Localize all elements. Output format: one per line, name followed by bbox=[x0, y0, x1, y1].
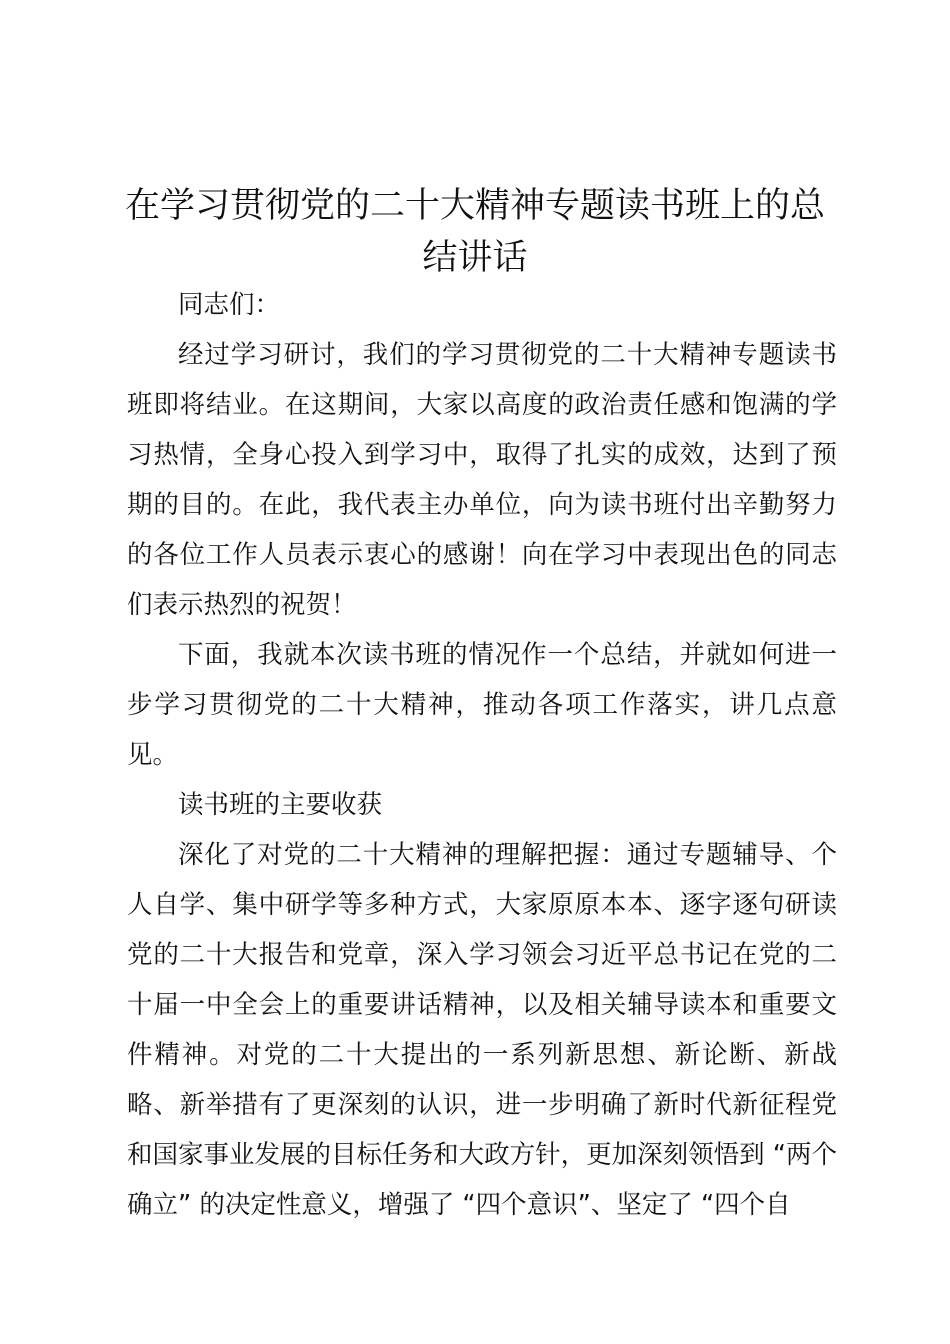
paragraph-intro: 经过学习研讨，我们的学习贯彻党的二十大精神专题读书班即将结业。在这期间，大家以高度的政治责任感和饱满的学习热情，全身心投入到学习中，取得了扎实的成效，达到了预期的目的。在此，我代表主办单位，向为读书班付出辛勤努力的各位工作人员表示衷心的感谢！向在学习中表现出色的同志们表示热烈的祝贺！ bbox=[127, 340, 837, 620]
salutation: 同志们： bbox=[178, 290, 281, 320]
paragraph-outline: 下面，我就本次读书班的情况作一个总结，并就如何进一步学习贯彻党的二十大精神，推动各项工作落实，讲几点意见。 bbox=[127, 640, 837, 770]
document-title: 在学习贯彻党的二十大精神专题读书班上的总结讲话 bbox=[124, 186, 825, 278]
section-heading: 读书班的主要收获 bbox=[178, 790, 383, 820]
document-body bbox=[127, 280, 837, 1230]
paragraph-gains: 深化了对党的二十大精神的理解把握：通过专题辅导、个人自学、集中研学等多种方式，大家原原本本、逐字逐句研读党的二十大报告和党章，深入学习领会习近平总书记在党的二十届一中全会上的重要讲话精神，以及相关辅导读本和重要文件精神。对党的二十大提出的一系列新思想、新论断、新战略、新举措有了更深刻的认识，进一步明确了新时代新征程党和国家事业发展的目标任务和大政方针，更加深刻领悟到 “两个确立” 的决定性意义，增强了 “四个意识”、坚定了 “四个自 bbox=[127, 840, 837, 1220]
